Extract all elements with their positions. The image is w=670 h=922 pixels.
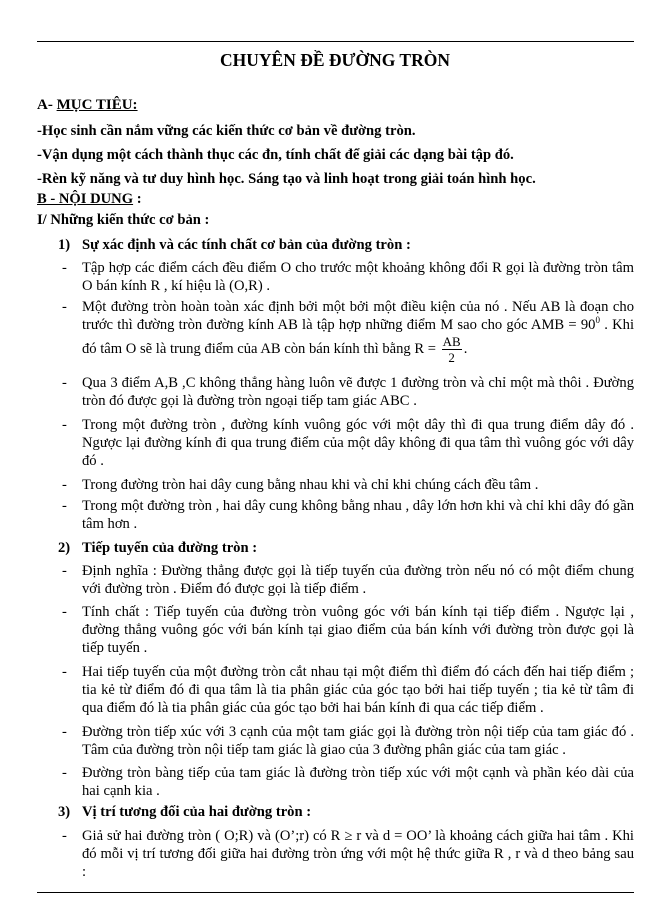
subsection-1-heading [58, 236, 634, 254]
objective-1: -Học sinh cần nắm vững các kiến thức cơ bản về đường tròn. [37, 123, 416, 139]
list-item [62, 298, 634, 365]
item-text: Giả sử hai đường tròn ( O;R) và (O’;r) có R ≥ r và d = OO’ là khoảng cách giữa hai tâm . Khi đó mỗi vị trí tương đối giữa hai đường tròn ứng với một hệ thức giữa R , r và d theo bảng sau : [82, 828, 634, 880]
degree-superscript: 0 [595, 315, 600, 326]
bullet-dash: - [62, 260, 67, 276]
item-text: Qua 3 điểm A,B ,C không thẳng hàng luôn vẽ được 1 đường tròn và chỉ một mà thôi . Đường tròn đó được gọi là đường tròn ngoại tiếp tam giác ABC . [82, 375, 634, 409]
subsection-2-heading [58, 539, 634, 557]
item-text-part: . Khi đó tâm O sẽ là trung điểm của AB còn bán kính thì bằng R = [82, 317, 635, 357]
section-b-title: B - NỘI DUNG [37, 191, 134, 207]
list-item [62, 827, 634, 881]
list-item [62, 663, 634, 717]
list-item [62, 723, 634, 759]
item-text-part: . [463, 340, 468, 357]
bottom-rule [37, 892, 634, 893]
fraction-denominator: 2 [448, 350, 455, 365]
part-1-heading: I/ Những kiến thức cơ bản : [37, 212, 210, 228]
item-text: Đường tròn tiếp xúc với 3 cạnh của một tam giác gọi là đường tròn nội tiếp của tam giác đó . Tâm của đường tròn nội tiếp tam giác là giao của 3 đường phân giác của tam giác . [82, 724, 634, 758]
bullet-dash: - [62, 604, 67, 620]
subsection-number: 1) [58, 237, 71, 253]
fraction-numerator: AB [442, 334, 461, 349]
subsection-title: Sự xác định và các tính chất cơ bản của đường tròn : [82, 237, 411, 253]
subsection-number: 2) [58, 540, 71, 556]
bullet-dash: - [62, 299, 67, 315]
list-item [62, 416, 634, 470]
bullet-dash: - [62, 724, 67, 740]
section-b-suffix: : [133, 191, 142, 207]
bullet-dash: - [62, 664, 67, 680]
bullet-dash: - [62, 477, 67, 493]
bullet-dash: - [62, 375, 67, 391]
list-item [62, 764, 634, 800]
section-a-title: MỤC TIÊU: [56, 97, 138, 113]
list-item [62, 562, 634, 598]
page-title: CHUYÊN ĐỀ ĐƯỜNG TRÒN [220, 50, 450, 70]
item-text: Tính chất : Tiếp tuyến của đường tròn vuông góc với bán kính tại tiếp điểm . Ngược lại , đường thẳng vuông góc với bán kính tại giao điểm của bán kính với đường tròn được gọi là tiếp tuyến . [82, 604, 634, 656]
subsection-title: Tiếp tuyến của đường tròn : [82, 540, 258, 556]
list-item [62, 497, 634, 533]
bullet-dash: - [62, 563, 67, 579]
objective-3: -Rèn kỹ năng và tư duy hình học. Sáng tạo và linh hoạt trong giải toán hình học. [37, 171, 536, 187]
item-text: Trong một đường tròn , hai dây cung không bằng nhau , dây lớn hơn khi và chỉ khi dây đó gần tâm hơn . [82, 498, 634, 532]
item-text-part: Một đường tròn hoàn toàn xác định bởi một bởi một điều kiện của nó . Nếu AB là đoạn cho trước thì đường tròn đường kính AB là tập hợp những điểm M sao cho góc AMB = 90 [82, 299, 634, 333]
section-b-heading [37, 190, 634, 208]
bullet-dash: - [62, 828, 67, 844]
top-rule [37, 41, 634, 42]
item-text: Trong một đường tròn , đường kính vuông góc với một dây thì đi qua trung điểm dây đó . Ngược lại đường kính đi qua trung điểm của một dây không đi qua tâm thì vuông góc với dây đó . [82, 417, 634, 469]
fraction [442, 334, 462, 365]
item-text: Trong đường tròn hai dây cung bằng nhau khi và chỉ khi chúng cách đều tâm . [82, 477, 539, 493]
subsection-3-heading [58, 803, 634, 821]
subsection-number: 3) [58, 804, 71, 820]
list-item [62, 476, 634, 494]
item-text: Định nghĩa : Đường thẳng được gọi là tiếp tuyến của đường tròn nếu nó có một điểm chung với đường tròn . Điểm đó được gọi là tiếp điểm . [82, 563, 634, 597]
item-text: Tập hợp các điểm cách đều điểm O cho trước một khoảng không đổi R gọi là đường tròn tâm O bán kính R , kí hiệu là (O,R) . [82, 260, 634, 294]
list-item [62, 603, 634, 657]
item-text: Hai tiếp tuyến của một đường tròn cắt nhau tại một điểm thì điểm đó cách đến hai tiếp điểm ; tia kẻ từ điểm đó đi qua tâm là tia phân giác của góc tạo bởi hai tiếp tuyến ; tia kẻ từ tâm đi qua điểm đó là tia phân giác của góc tạo bởi hai bán kính đi qua các tiếp điểm . [82, 664, 634, 716]
list-item [62, 259, 634, 295]
list-item [62, 374, 634, 410]
section-a-heading [37, 96, 634, 114]
bullet-dash: - [62, 498, 67, 514]
subsection-title: Vị trí tương đối của hai đường tròn : [82, 804, 312, 820]
section-a-prefix: A- [37, 97, 57, 113]
bullet-dash: - [62, 417, 67, 433]
item-text: Đường tròn bàng tiếp của tam giác là đường tròn tiếp xúc với một cạnh và phần kéo dài của hai cạnh kia . [82, 765, 634, 799]
objective-2: -Vận dụng một cách thành thục các đn, tính chất để giải các dạng bài tập đó. [37, 147, 514, 163]
bullet-dash: - [62, 765, 67, 781]
item-text [82, 298, 634, 365]
